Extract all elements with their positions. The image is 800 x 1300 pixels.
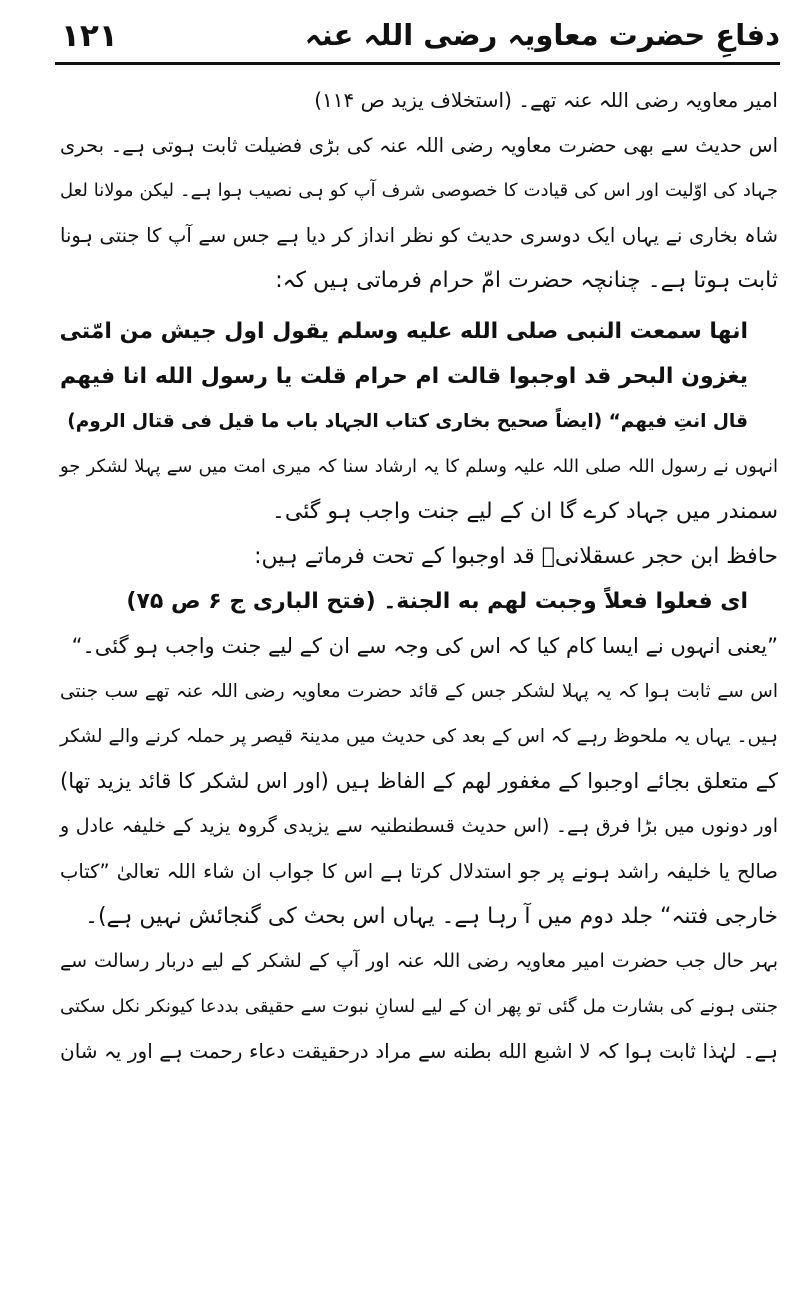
hadith-arabic-line: قال انتِ فیهم“ (ایضاً صحیح بخاری کتاب الجہاد باب ما قیل فی قتال الروم) [67,411,748,432]
text-line: جہاد کی اوّلیت اور اس کی قیادت کا خصوصی شرف آپ کو ہی نصیب ہوا ہے۔ لیکن مولانا لعل [60,180,778,201]
text-line: سمندر میں جہاد کرے گا ان کے لیے جنت واجب ہو گئی۔ [272,499,778,524]
hadith-arabic-line: انها سمعت النبی صلی الله علیه وسلم یقول اول جیش من امّتی [59,319,748,344]
text-line: اور دونوں میں بڑا فرق ہے۔ (اس حدیث قسطنطنیہ سے یزیدی گروہ یزید کے خلیفہ عادل و [60,815,778,837]
text-line: جنتی ہونے کی بشارت مل گئی تو پھر ان کے لیے لسانِ نبوت سے حقیقی بددعا کیونکر نکل سکتی [60,996,778,1017]
text-line: بہر حال جب حضرت امیر معاویہ رضی اللہ عنہ اور آپ کے لشکر کے لیے دربار رسالت سے [60,950,778,972]
page-header [55,12,780,65]
page-number: ۱۲۱ [61,18,118,54]
text-line: امیر معاویہ رضی اللہ عنہ تھے۔ (استخلاف یزید ص ۱۱۴) [314,88,778,112]
text-line: شاہ بخاری نے یہاں ایک دوسری حدیث کو نظر انداز کر دیا ہے جس سے آپ کا جنتی ہونا [60,224,778,247]
text-line: صالح یا خلیفہ راشد ہونے پر جو استدلال کرتا ہے اس کا جواب ان شاء اللہ تعالیٰ ”کتاب [60,860,778,883]
commentary-arabic-line: ای فعلوا فعلاً وجبت لهم به الجنة۔ (فتح الباری ج ۶ ص ۷۵) [126,589,748,614]
running-title: دفاعِ حضرت معاویہ رضی اللہ عنہ [304,18,780,52]
text-line: ثابت ہوتا ہے۔ چنانچہ حضرت امّ حرام فرماتی ہیں کہ: [275,268,778,293]
text-line: کے متعلق بجائے اوجبوا کے مغفور لھم کے الفاظ ہیں (اور اس لشکر کا قائد یزید تھا) [60,769,778,793]
text-line: اس حدیث سے بھی حضرت معاویہ رضی اللہ عنہ کی بڑی فضیلت ثابت ہوتی ہے۔ بحری [60,134,778,157]
text-line: ہے۔ لہٰذا ثابت ہوا کہ لا اشبع الله بطنه سے مراد درحقیقت دعاء رحمت ہے اور یہ شان [60,1039,778,1063]
text-line: انہوں نے رسول اللہ صلی اللہ علیہ وسلم کا یہ ارشاد سنا کہ میری امت میں سے پہلا لشکر جو [60,456,778,477]
text-line: خارجی فتنہ“ جلد دوم میں آ رہا ہے۔ یہاں اس بحث کی گنجائش نہیں ہے)۔ [85,904,778,929]
text-line: ہیں۔ یہاں یہ ملحوظ رہے کہ اس کے بعد کی حدیث میں مدینۃ قیصر پر حملہ کرنے والے لشکر [60,726,778,747]
text-line: ”یعنی انہوں نے ایسا کام کیا کہ اس کی وجہ سے ان کے لیے جنت واجب ہو گئی۔“ [71,634,778,658]
text-line: اس سے ثابت ہوا کہ یہ پہلا لشکر جس کے قائد حضرت معاویہ رضی اللہ عنہ تھے سب جنتی [60,681,778,702]
hadith-arabic-line: یغزون البحر قد اوجبوا قالت ام حرام قلت یا رسول الله انا فیهم [60,364,748,389]
page-body [60,78,778,1074]
text-line: حافظ ابن حجر عسقلانیؒ قد اوجبوا کے تحت فرماتے ہیں: [254,544,778,569]
